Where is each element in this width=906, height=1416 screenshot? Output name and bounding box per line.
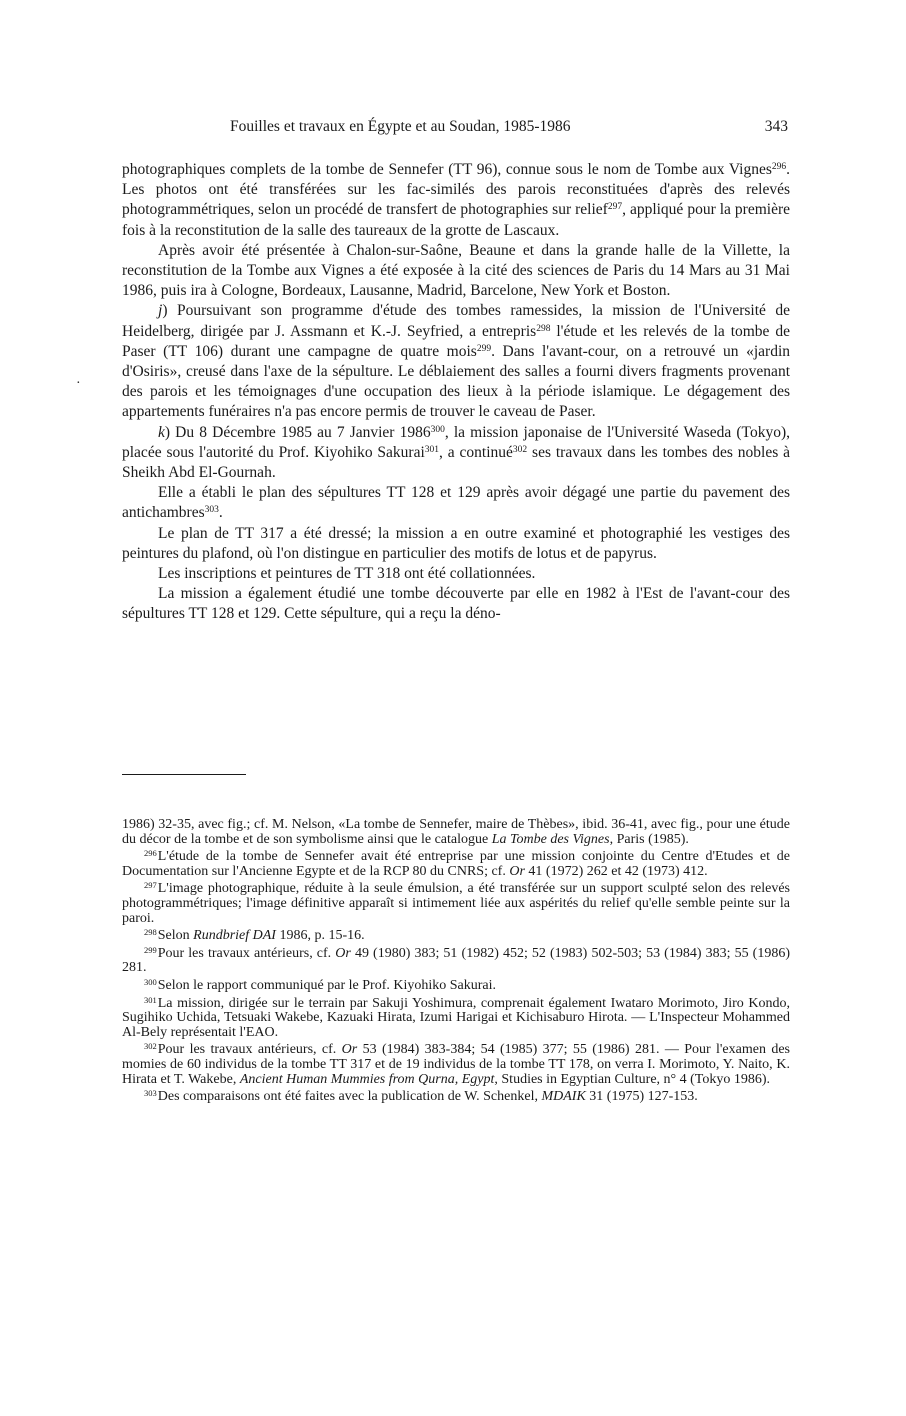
- italic-text: Or: [509, 863, 525, 879]
- text-run: , Studies in Egyptian Culture, n° 4 (Tokyo 1986).: [494, 1071, 771, 1087]
- footnote-reference: 302: [512, 444, 528, 455]
- footnote: [122, 882, 790, 926]
- footnote-number: 303: [144, 1088, 157, 1099]
- footnote-reference: 296: [771, 162, 787, 172]
- footnote-reference: 299: [476, 343, 492, 354]
- footnote-reference: 301: [424, 444, 440, 455]
- italic-text: Or: [341, 1042, 358, 1058]
- footnote: [122, 1090, 790, 1105]
- text-run: ) Poursuivant son programme d'étude des tombes ramessides, la mission de l'Université de Heidelberg, dirigée par J. Assmann et K.-J. Seyfried, a entrepris: [122, 302, 790, 340]
- text-run: Elle a établi le plan des sépultures TT 128 et 129 après avoir dégagé une partie du pavement des antichambres: [122, 484, 790, 522]
- italic-text: La Tombe des Vignes: [491, 831, 610, 847]
- footnote-number: 301: [144, 994, 157, 1005]
- footnote: [122, 818, 790, 847]
- paragraph: [122, 564, 790, 584]
- text-run: 41 (1972) 262 et 42 (1973) 412.: [524, 863, 708, 879]
- text-run: l'étude et les relevés de la tombe de Paser (TT 106) durant une campagne de quatre mois: [122, 322, 790, 360]
- running-header: [122, 118, 790, 140]
- footnote: [122, 944, 790, 976]
- text-run: 31 (1975) 127-153.: [585, 1089, 698, 1105]
- footnote-reference: 300: [430, 424, 445, 435]
- text-run: Le plan de TT 317 a été dressé; la mission a en outre examiné et photographié les vestiges des peintures du plafond, où l'on distingue en particulier des motifs de lotus et de papyrus.: [122, 524, 790, 562]
- text-run: photographiques complets de la tombe de Sennefer (TT 96), connue sous le nom de Tombe aux Vignes: [122, 161, 772, 178]
- text-run: 1986) 32-35, avec fig.; cf. M. Nelson, «La tombe de Sennefer, maire de Thèbes», ibid. 36-41, avec fig., pour une étude du décor de la tombe et de son symbolisme ainsi que le catalogue: [122, 817, 790, 847]
- main-text: [122, 160, 790, 625]
- footnote-number: 298: [144, 927, 157, 938]
- text-run: , a continué: [439, 443, 513, 461]
- italic-text: Rundbrief DAI: [193, 928, 276, 944]
- italic-text: k: [158, 423, 165, 441]
- paragraph: [122, 423, 790, 484]
- footnote-number: 297: [144, 880, 157, 891]
- text-run: ses travaux dans les tombes des nobles à Sheikh Abd El-Gournah.: [122, 443, 790, 482]
- text-run: Pour les travaux antérieurs, cf.: [157, 945, 336, 961]
- text-run: , appliqué pour la première fois à la reconstitution de la salle des taureaux de la grotte de Lascaux.: [122, 201, 790, 239]
- text-run: La mission a également étudié une tombe découverte par elle en 1982 à l'Est de l'avant-cour des sépultures TT 128 et 129. Cette sépulture, qui a reçu la déno-: [122, 585, 790, 623]
- footnote: [122, 994, 790, 1041]
- text-run: L'étude de la tombe de Sennefer avait été entreprise par une mission conjointe du Centre d'Etudes et de Documentation sur l'Ancienne Egypte et de la RCP 80 du CNRS; cf.: [122, 849, 790, 879]
- footnote: [122, 850, 790, 879]
- text-run: Des comparaisons ont été faites avec la publication de W. Schenkel,: [157, 1089, 542, 1105]
- text-run: Selon le rapport communiqué par le Prof. Kiyohiko Sakurai.: [157, 977, 497, 993]
- footnote-reference: 303: [204, 505, 219, 516]
- paragraph: [122, 301, 790, 422]
- text-run: La mission, dirigée sur le terrain par Sakuji Yoshimura, comprenait également Iwataro Morimoto, Jiro Kondo, Sugihiko Uchida, Tetsuaki Wakebe, Kazuaki Hirata, Izumi Harigai et Kichisaburo Hirota. — L'Inspecteur Mohammed Al-Bely représentait l'EAO.: [122, 995, 790, 1040]
- text-run: . Dans l'avant-cour, on a retrouvé un «jardin d'Osiris», creusé dans l'axe de la sépulture. Le déblaiement des salles a fourni divers fragments provenant des parois et les témoignages d'une occupation des lieux à la période islamique. Le dégagement des appartements funéraires n'a pas encore permis de trouver le caveau de Paser.: [122, 342, 791, 421]
- text-run: ) Du 8 Décembre 1985 au 7 Janvier 1986: [164, 423, 431, 441]
- page-number: 343: [764, 118, 788, 135]
- footnote-reference: 298: [536, 323, 551, 334]
- italic-text: Or: [335, 945, 351, 961]
- text-run: , Paris (1985).: [609, 831, 689, 847]
- footnote-number: 302: [144, 1041, 157, 1052]
- footnote: [122, 929, 790, 944]
- text-run: 53 (1984) 383-384; 54 (1985) 377; 55 (1986) 281. — Pour l'examen des momies de 60 individus de la tombe TT 317 et de 19 individus de la tombe TT 178, on verra I. Morimoto, Y. Naito, K. Hirata et T. Wakebe,: [122, 1042, 790, 1087]
- paragraph: [122, 483, 790, 523]
- footnote: [122, 976, 790, 994]
- footnote-number: 300: [144, 976, 157, 987]
- footnote-separator: [122, 774, 246, 775]
- paragraph: [122, 241, 790, 302]
- footnote-reference: 297: [607, 202, 623, 213]
- italic-text: j: [158, 302, 163, 320]
- text-run: Après avoir été présentée à Chalon-sur-Saône, Beaune et dans la grande halle de la Villette, la reconstitution de la Tombe aux Vignes a été exposée à la cité des sciences de Paris du 14 Mars au 31 Mai 1986, puis ira à Cologne, Bordeaux, Lausanne, Madrid, Barcelone, New York et Boston.: [122, 241, 790, 300]
- running-title: Fouilles et travaux en Égypte et au Soudan, 1985-1986: [230, 118, 571, 135]
- text-run: , la mission japonaise de l'Université Waseda (Tokyo), placée sous l'autorité du Prof. Kiyohiko Sakurai: [122, 423, 790, 461]
- italic-text: MDAIK: [541, 1089, 586, 1105]
- footnote-number: 299: [144, 944, 157, 955]
- text-run: . Les photos ont été transférées sur les fac-similés des parois reconstituées d'après des relevés photogrammétriques, selon un procédé de transfert de photographies sur relief: [122, 161, 790, 219]
- paragraph: [122, 524, 790, 564]
- footnote-number: 296: [144, 848, 157, 859]
- text-run: 49 (1980) 383; 51 (1982) 452; 52 (1983) 502-503; 53 (1984) 383; 55 (1986) 281.: [122, 945, 790, 976]
- footnote: [122, 1043, 790, 1087]
- text-run: L'image photographique, réduite à la seule émulsion, a été transférée sur un support sculpté selon des relevés photogrammétriques; l'image définitive apparaît si intimement liée aux aspérités du relief qu'elle semble peinte sur la paroi.: [122, 881, 790, 926]
- text-run: Les inscriptions et peintures de TT 318 ont été collationnées.: [158, 565, 536, 583]
- margin-mark: ·: [76, 376, 81, 391]
- paragraph: [122, 160, 790, 241]
- paragraph: [122, 584, 790, 624]
- text-run: Selon: [157, 928, 194, 944]
- text-run: Pour les travaux antérieurs, cf.: [157, 1042, 342, 1058]
- italic-text: Ancient Human Mummies from Qurna, Egypt: [239, 1071, 495, 1087]
- text-run: 1986, p. 15-16.: [275, 928, 365, 944]
- footnotes: [122, 818, 790, 1108]
- text-run: .: [218, 504, 223, 522]
